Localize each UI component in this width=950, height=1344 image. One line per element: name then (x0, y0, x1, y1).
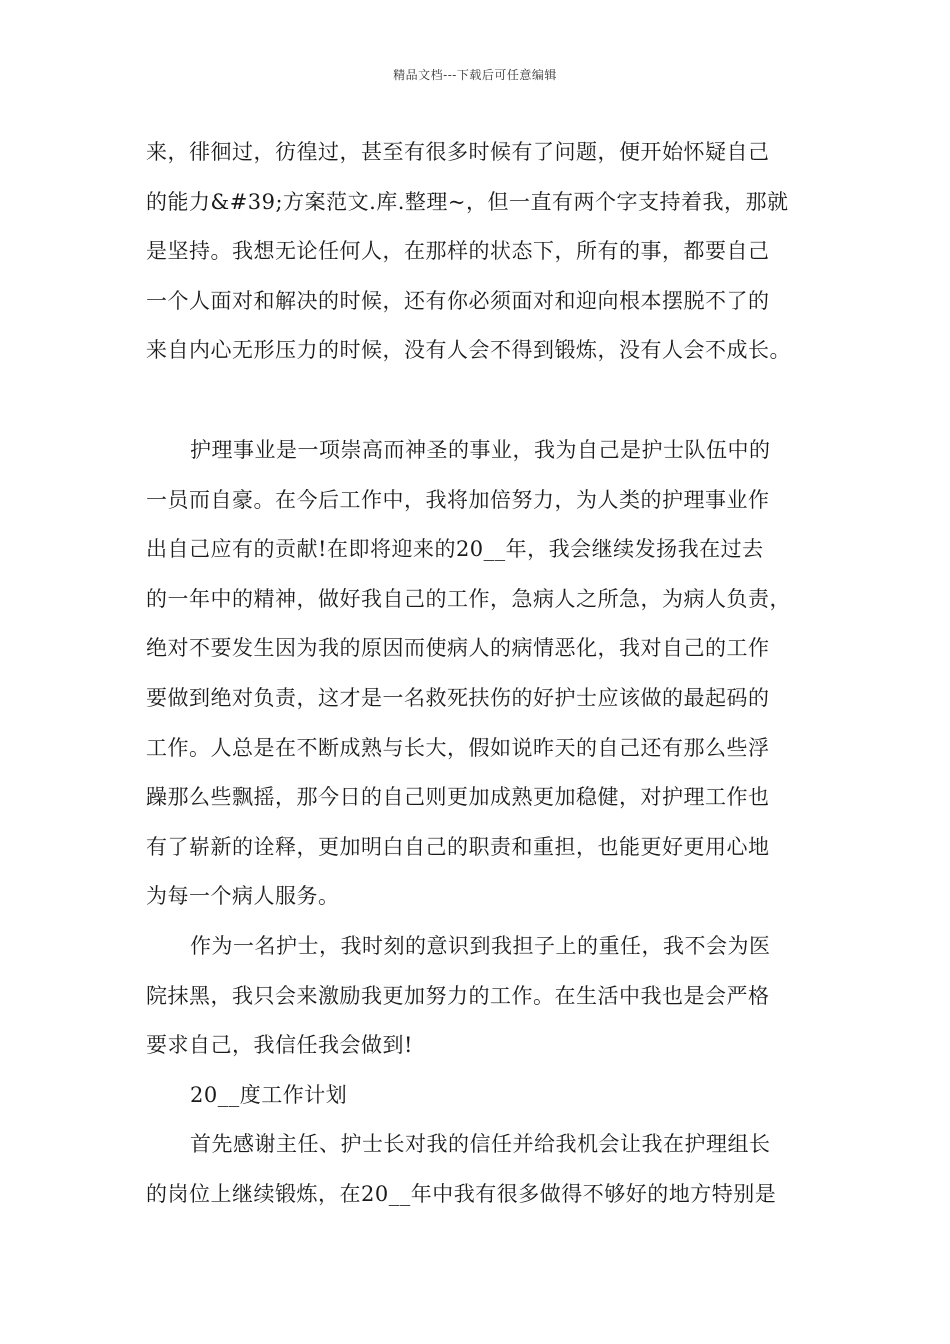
paragraph-1 (146, 128, 808, 376)
heading-line: 20__度工作计划 (190, 1082, 348, 1107)
text-line: 的一年中的精神，做好我自己的工作，急病人之所急，为病人负责， (146, 586, 791, 611)
text-line: 要做到绝对负责，这才是一名救死扶伤的好护士应该做的最起码的 (146, 685, 770, 710)
paragraph-3 (146, 922, 808, 1071)
text-line: 院抹黑，我只会来激励我更加努力的工作。在生活中我也是会严格 (146, 983, 770, 1008)
text-line: 为每一个病人服务。 (146, 884, 340, 909)
page-header: 精品文档---下载后可任意编辑 (393, 68, 557, 82)
paragraph-4 (146, 1120, 808, 1219)
text-line: 作为一名护士，我时刻的意识到我担子上的重任，我不会为医 (190, 933, 771, 958)
section-heading (146, 1071, 808, 1121)
paragraph-gap (146, 376, 808, 426)
text-line: 一个人面对和解决的时候，还有你必须面对和迎向根本摆脱不了的 (146, 288, 770, 313)
text-line: 是坚持。我想无论任何人，在那样的状态下，所有的事，都要自己 (146, 239, 770, 264)
text-line: 一员而自豪。在今后工作中，我将加倍努力，为人类的护理事业作 (146, 487, 770, 512)
text-line: 的岗位上继续锻炼，在20__年中我有很多做得不够好的地方特别是 (146, 1181, 777, 1206)
text-line: 要求自己，我信任我会做到! (146, 1033, 413, 1058)
text-line: 来自内心无形压力的时候，没有人会不得到锻炼，没有人会不成长。 (146, 338, 791, 363)
text-line: 首先感谢主任、护士长对我的信任并给我机会让我在护理组长 (190, 1132, 771, 1157)
text-line: 的能力&#39;方案范文.库.整理~，但一直有两个字支持着我，那就 (146, 189, 789, 214)
paragraph-2 (146, 426, 808, 922)
document-body (146, 128, 808, 1219)
text-line: 绝对不要发生因为我的原因而使病人的病情恶化，我对自己的工作 (146, 636, 770, 661)
text-line: 出自己应有的贡献!在即将迎来的20__年，我会继续发扬我在过去 (146, 537, 764, 562)
text-line: 来，徘徊过，彷徨过，甚至有很多时候有了问题，便开始怀疑自己 (146, 140, 770, 164)
text-line: 工作。人总是在不断成熟与长大，假如说昨天的自己还有那么些浮 (146, 735, 770, 760)
text-line: 护理事业是一项崇高而神圣的事业，我为自己是护士队伍中的 (190, 437, 771, 462)
text-line: 躁那么些飘摇，那今日的自己则更加成熟更加稳健，对护理工作也 (146, 785, 770, 810)
text-line: 有了崭新的诠释，更加明白自己的职责和重担，也能更好更用心地 (146, 834, 770, 859)
